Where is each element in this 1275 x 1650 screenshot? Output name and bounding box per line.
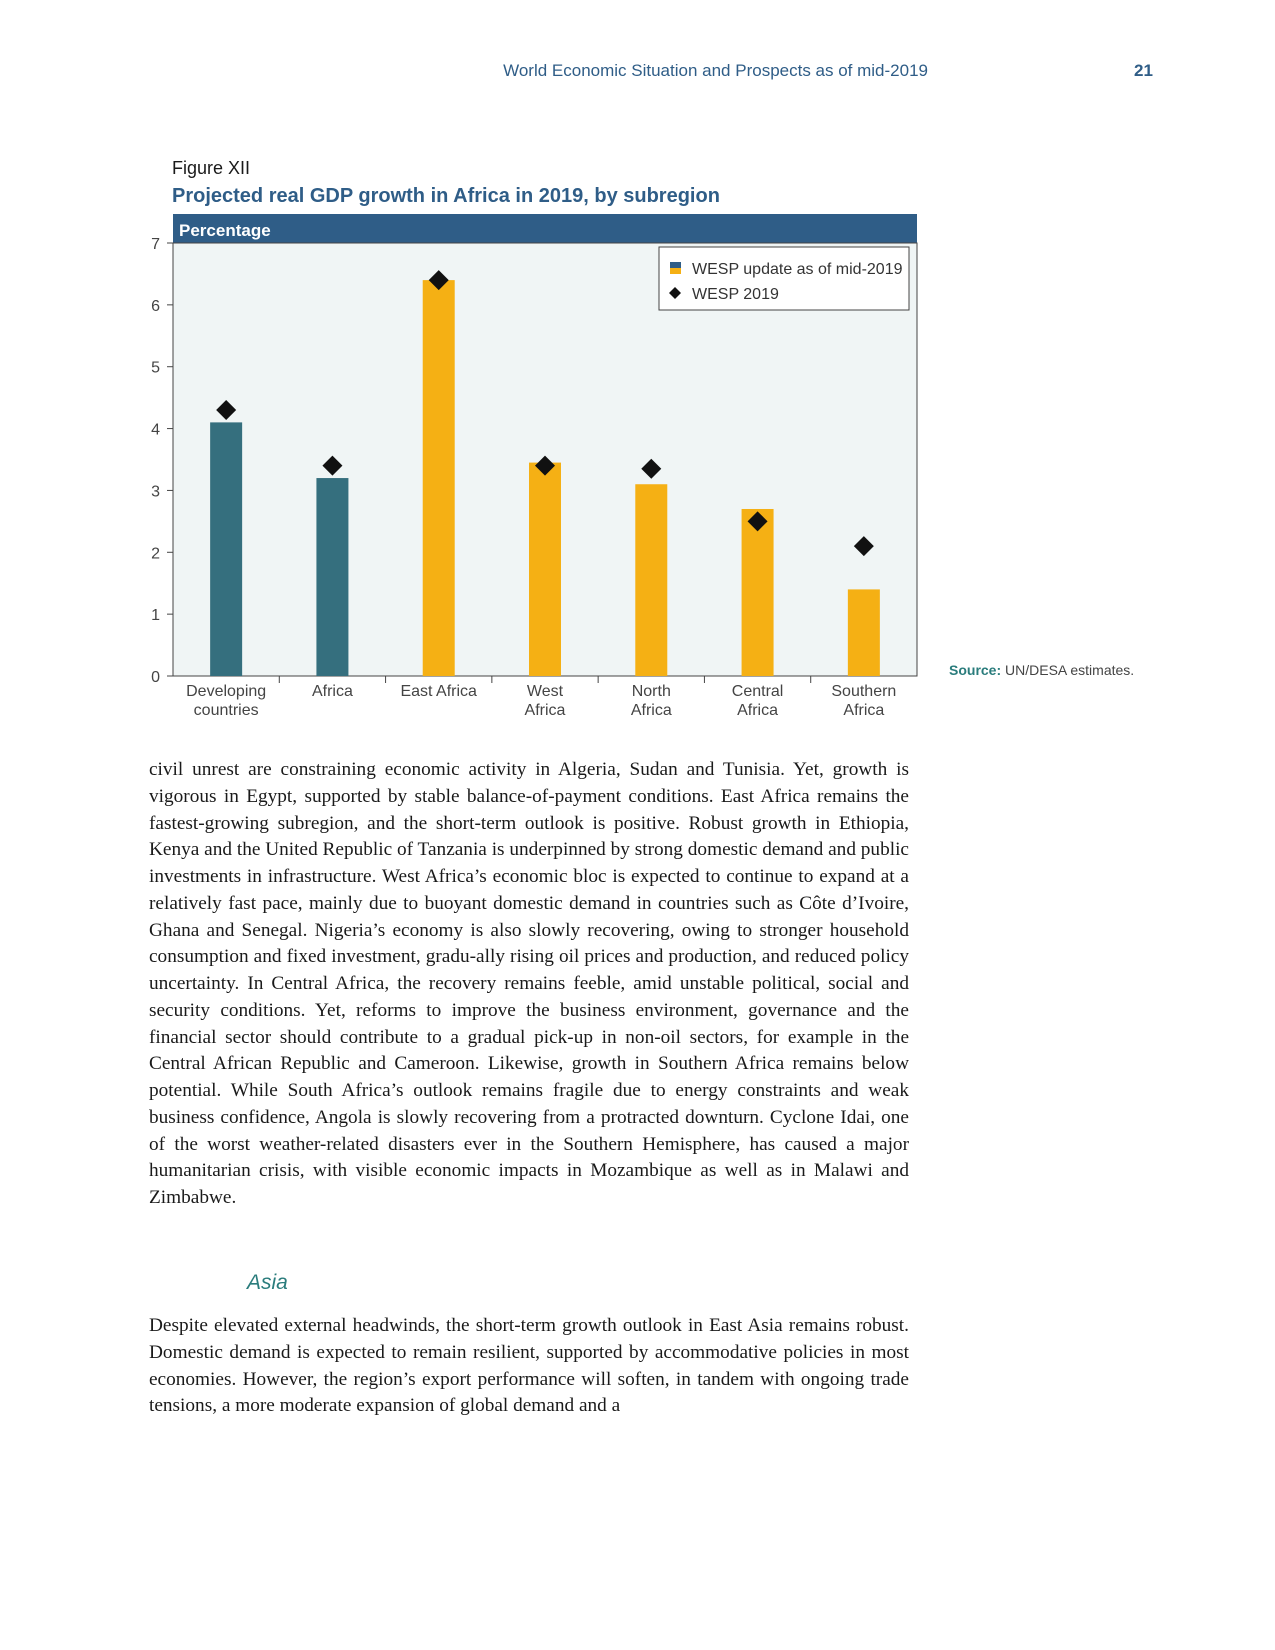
figure-label: Figure XII xyxy=(172,158,251,178)
bar xyxy=(742,509,774,676)
x-tick-label: countries xyxy=(193,702,259,719)
y-tick-label: 1 xyxy=(151,607,160,625)
x-tick-label: Africa xyxy=(737,702,779,719)
source-text: UN/DESA estimates. xyxy=(1001,662,1135,678)
chart-unit-label: Percentage xyxy=(179,221,271,240)
source-label: Source: xyxy=(949,662,1002,678)
y-tick-label: 6 xyxy=(151,297,160,315)
source-note xyxy=(949,662,1134,678)
legend-swatch xyxy=(670,262,681,268)
bar xyxy=(848,589,880,676)
figure-title: Projected real GDP growth in Africa in 2019, by subregion xyxy=(172,185,720,207)
y-tick-label: 7 xyxy=(151,236,160,253)
y-tick-label: 4 xyxy=(151,421,160,439)
legend-label: WESP update as of mid-2019 xyxy=(692,261,903,278)
running-header xyxy=(0,61,1275,85)
x-tick-label: Developing xyxy=(186,683,267,700)
legend-swatch xyxy=(670,268,681,274)
bar xyxy=(423,280,455,676)
bar xyxy=(316,478,348,676)
x-tick-label: Africa xyxy=(630,702,672,719)
x-tick-label: Africa xyxy=(843,702,885,719)
bar xyxy=(210,422,242,676)
x-tick-label: East Africa xyxy=(400,683,477,700)
bar-chart xyxy=(0,200,1275,730)
x-tick-label: Africa xyxy=(524,702,566,719)
body-paragraph: Despite elevated external headwinds, the short-term growth outlook in East Asia remains robust. Domestic demand is expected to remain resilient, supported by accommodative policies in most economies. However, the region’s export performance will soften, in tandem with ongoing trade tensions, a more moderate expansion of global demand and a xyxy=(149,1315,909,1417)
y-tick-label: 3 xyxy=(151,483,160,501)
y-tick-label: 0 xyxy=(151,669,160,686)
y-tick-label: 2 xyxy=(151,545,160,563)
bar xyxy=(635,484,667,676)
section-heading-asia: Asia xyxy=(247,1271,288,1294)
x-tick-label: North xyxy=(631,683,671,700)
x-tick-label: West xyxy=(526,683,564,700)
body-paragraph: civil unrest are constraining economic activity in Algeria, Sudan and Tunisia. Yet, growth is vigorous in Egypt, supported by stable balance-of-payment conditions. East Africa remains the fastest-growing subregion, and the short-term outlook is positive. Robust growth in Ethiopia, Kenya and the United Republic of Tanzania is underpinned by strong domestic demand and public investments in infrastructure. West Africa’s economic bloc is expected to continue to expand at a relatively fast pace, mainly due to buoyant domestic demand in countries such as Côte d’Ivoire, Ghana and Senegal. Nigeria’s economy is also slowly recovering, owing to stronger household consumption and fixed investment, gradu-ally rising oil prices and production, and reduced policy uncertainty. In Central Africa, the recovery remains feeble, amid unstable political, social and security conditions. Yet, reforms to improve the business environment, governance and the financial sector should contribute to a gradual pick-up in non-oil sectors, for example in the Central African Republic and Cameroon. Likewise, growth in Southern Africa remains below potential. While South Africa’s outlook remains fragile due to energy constraints and weak business confidence, Angola is slowly recovering from a protracted downturn. Cyclone Idai, one of the worst weather-related disasters ever in the Southern Hemisphere, has caused a major humanitarian crisis, with visible economic impacts in Mozambique as well as in Malawi and Zimbabwe. xyxy=(149,759,909,1208)
bar xyxy=(529,463,561,676)
x-tick-label: Africa xyxy=(311,683,353,700)
page-number: 21 xyxy=(1134,61,1153,80)
x-tick-label: Southern xyxy=(831,683,897,700)
chart-header-band xyxy=(173,214,917,243)
y-tick-label: 5 xyxy=(151,359,160,377)
legend-label: WESP 2019 xyxy=(692,286,779,303)
running-title: World Economic Situation and Prospects as of mid-2019 xyxy=(503,61,928,80)
x-tick-label: Central xyxy=(731,683,784,700)
